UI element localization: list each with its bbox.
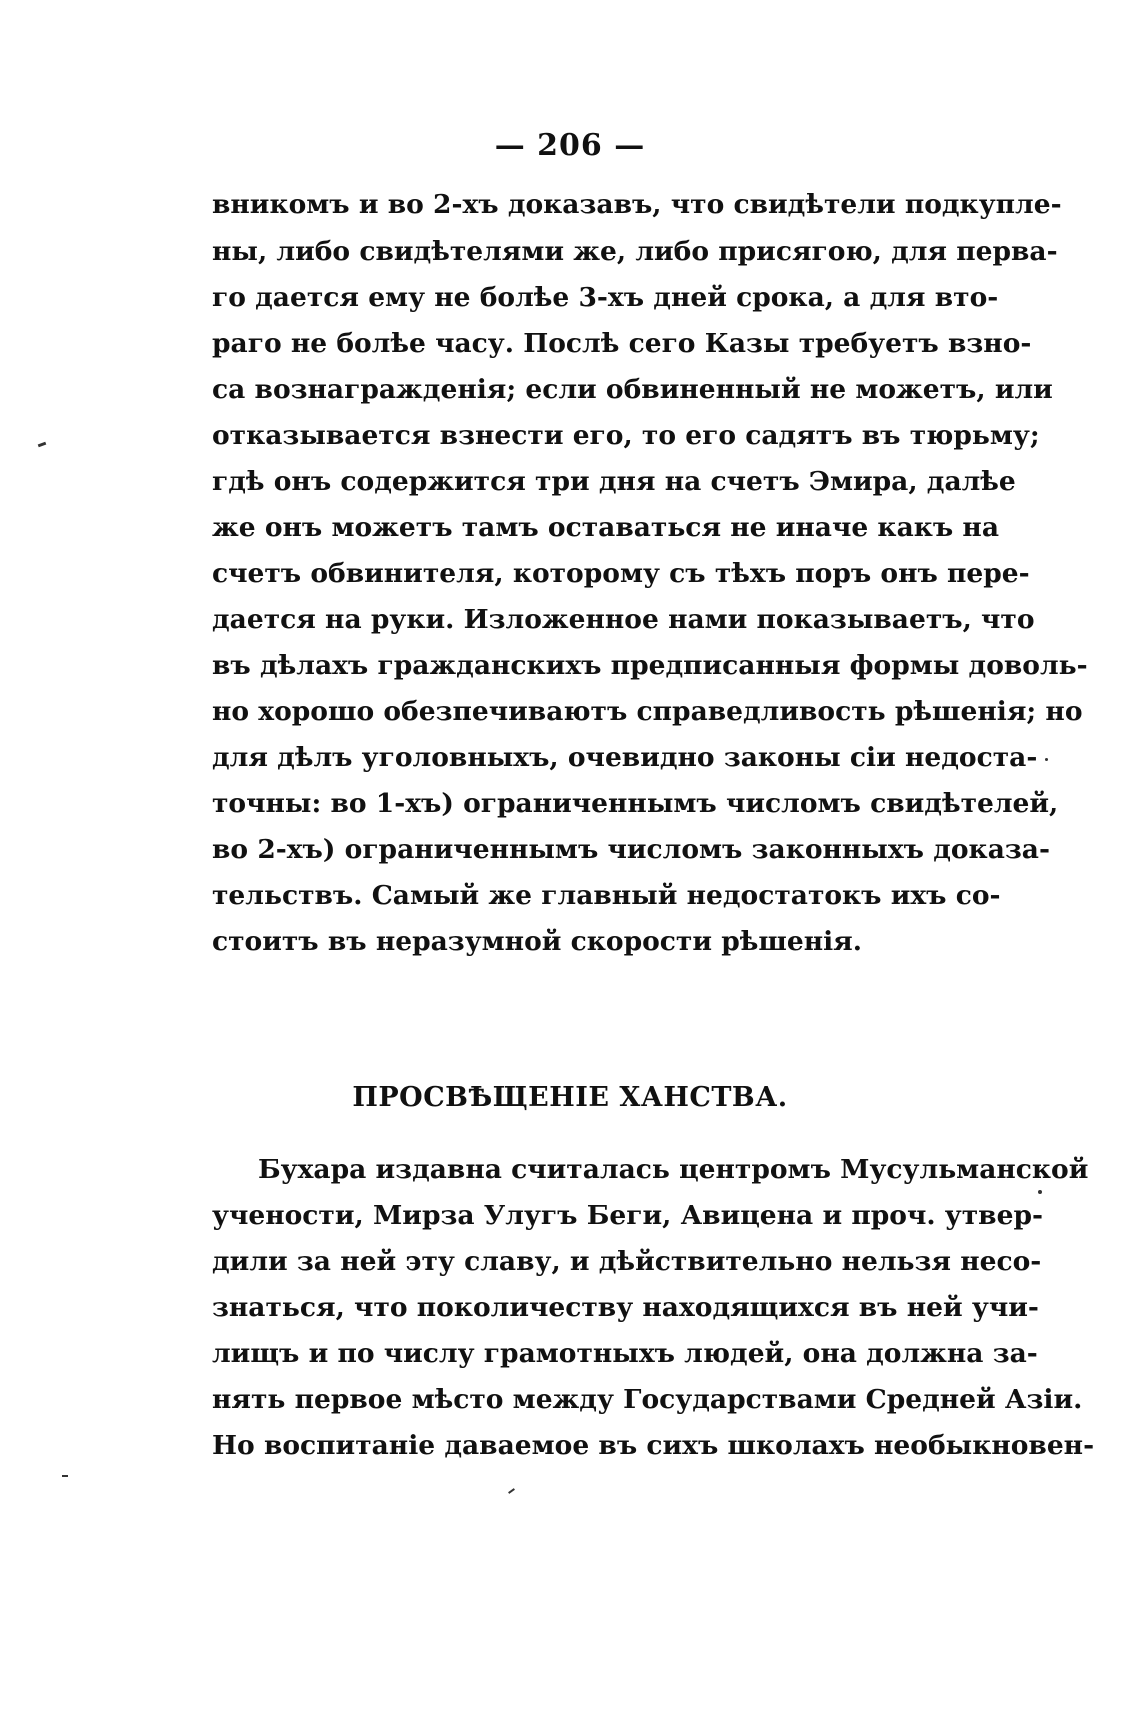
text-line: раго не болѣе часу. Послѣ сего Казы требуетъ взно- [212,328,1032,359]
scan-speck [508,1488,515,1494]
text-line: тельствъ. Самый же главный недостатокъ ихъ со- [212,880,1001,911]
text-line: точны: во 1-хъ) ограниченнымъ числомъ свидѣтелей, [212,788,1059,819]
scan-speck [62,1475,68,1477]
text-line: но хорошо обезпечиваютъ справедливость рѣшенія; но [212,696,1083,727]
text-line: учености, Мирза Улугъ Беги, Авицена и проч. утвер- [212,1200,1043,1231]
text-line: са вознагражденія; если обвиненный не можетъ, или [212,374,1053,405]
text-line: ны, либо свидѣтелями же, либо присягою, для перва- [212,236,1058,267]
scan-speck [38,442,47,448]
page-number: — 206 — [494,128,646,163]
scan-speck [1038,1190,1042,1194]
scan-speck [1045,758,1048,761]
text-line: лищъ и по числу грамотныхъ людей, она должна за- [212,1338,1038,1369]
text-line: вникомъ и во 2-хъ доказавъ, что свидѣтели подкупле- [212,189,1062,220]
text-line: дается на руки. Изложенное нами показываетъ, что [212,604,1035,635]
section-heading: ПРОСВѢЩЕНІЕ ХАНСТВА. [352,1082,788,1113]
text-line: гдѣ онъ содержится три дня на счетъ Эмира, далѣе [212,466,1016,497]
text-line: Но воспитаніе даваемое въ сихъ школахъ необыкновен- [212,1430,1095,1461]
text-line: нять первое мѣсто между Государствами Средней Азіи. [212,1384,1083,1415]
text-line: знаться, что поколичеству находящихся въ ней учи- [212,1292,1039,1323]
text-line: стоитъ въ неразумной скорости рѣшенія. [212,926,862,957]
text-line: отказывается взнести его, то его садятъ въ тюрьму; [212,420,1040,451]
text-line: же онъ можетъ тамъ оставаться не иначе какъ на [212,512,1000,543]
text-line: го дается ему не болѣе 3-хъ дней срока, а для вто- [212,282,999,313]
text-line: во 2-хъ) ограниченнымъ числомъ законныхъ доказа- [212,834,1050,865]
text-line: въ дѣлахъ гражданскихъ предписанныя формы доволь- [212,650,1088,681]
text-line: дили за ней эту славу, и дѣйствительно нельзя несо- [212,1246,1042,1277]
text-line: для дѣлъ уголовныхъ, очевидно законы сіи недоста- [212,742,1038,773]
text-line: счетъ обвинителя, которому съ тѣхъ поръ онъ пере- [212,558,1030,589]
text-line: Бухара издавна считалась центромъ Мусульманской [258,1154,1089,1185]
